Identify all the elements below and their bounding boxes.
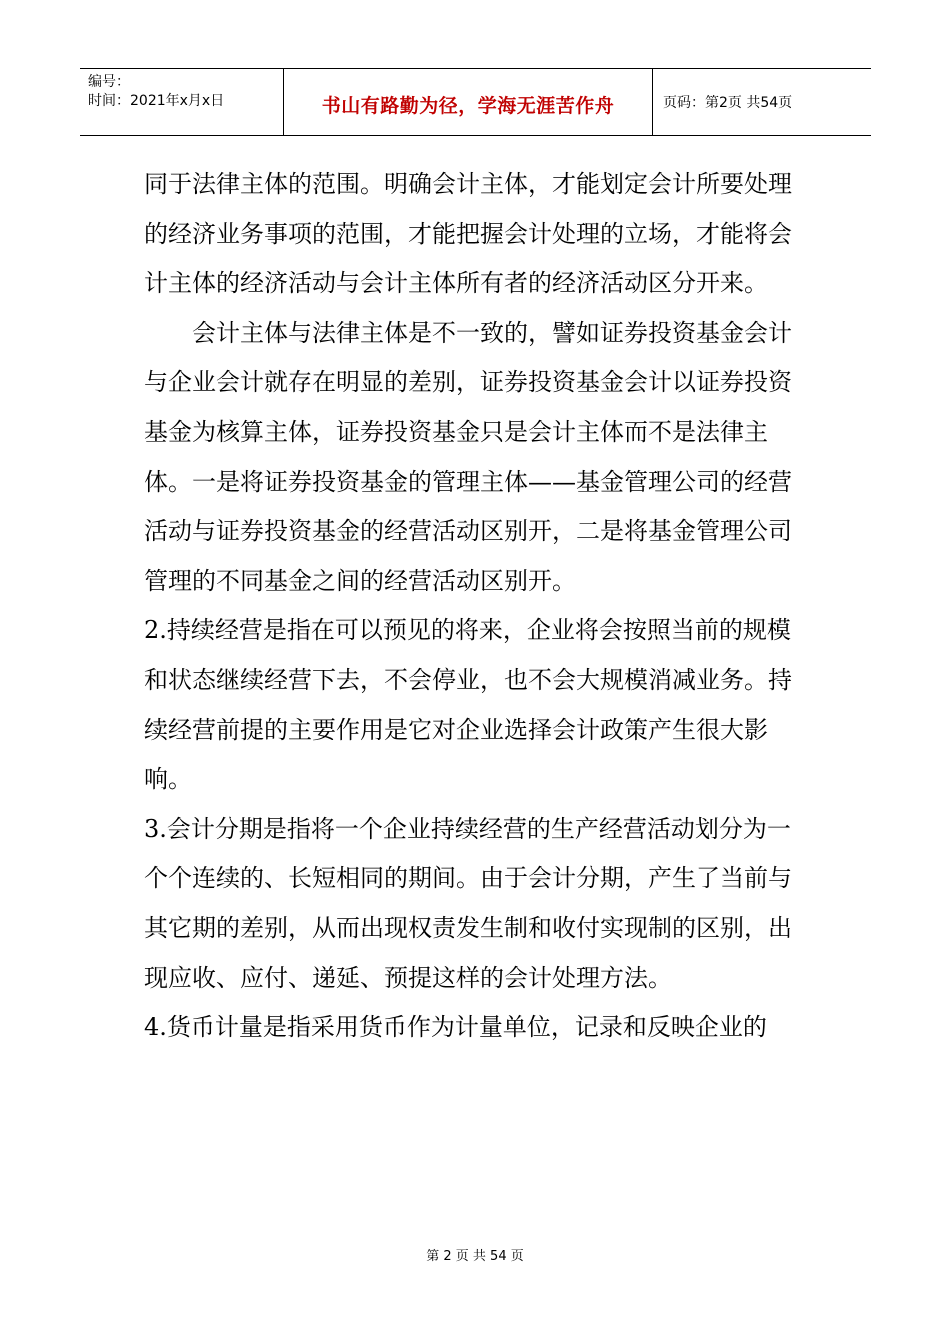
header-page-info: 页码：第2页 共54页 [663,95,793,111]
paragraph-monetary-measurement: 4.货币计量是指采用货币作为计量单位，记录和反映企业的 [144,1013,767,1042]
paragraph-going-concern: 2.持续经营是指在可以预见的将来，企业将会按照当前的规模和状态继续经营下去，不会停业，也不会大规模消减业务。持续经营前提的主要作用是它对企业选择会计政策产生很大影响。 [144,616,792,794]
paragraph-accounting-entity-cont: 同于法律主体的范围。明确会计主体，才能划定会计所要处理的经济业务事项的范围，才能把握会计处理的立场，才能将会计主体的经济活动与会计主体所有者的经济活动区分开来。 [144,170,792,298]
document-body [144,160,794,1053]
paragraph-accounting-period: 3.会计分期是指将一个企业持续经营的生产经营活动划分为一个个连续的、长短相同的期间。由于会计分期，产生了当前与其它期的差别，从而出现权责发生制和收付实现制的区别，出现应收、应付、递延、预提这样的会计处理方法。 [144,814,792,992]
header-motto-cell [283,69,653,135]
paragraph-entity-vs-legal: 会计主体与法律主体是不一致的，譬如证券投资基金会计与企业会计就存在明显的差别，证券投资基金会计以证券投资基金为核算主体，证券投资基金只是会计主体而不是法律主体。一是将证券投资基金的管理主体——基金管理公司的经营活动与证券投资基金的经营活动区别开，二是将基金管理公司管理的不同基金之间的经营活动区别开。 [144,318,792,595]
page-footer: 第 2 页 共 54 页 [426,1249,524,1264]
header-meta-cell [80,69,283,135]
page-header [80,68,871,136]
document-number-label: 编号： [88,74,130,90]
document-time-label: 时间：2021年x月x日 [88,93,225,109]
header-page-cell [653,69,871,135]
header-motto: 书山有路勤为径，学海无涯苦作舟 [321,94,615,117]
